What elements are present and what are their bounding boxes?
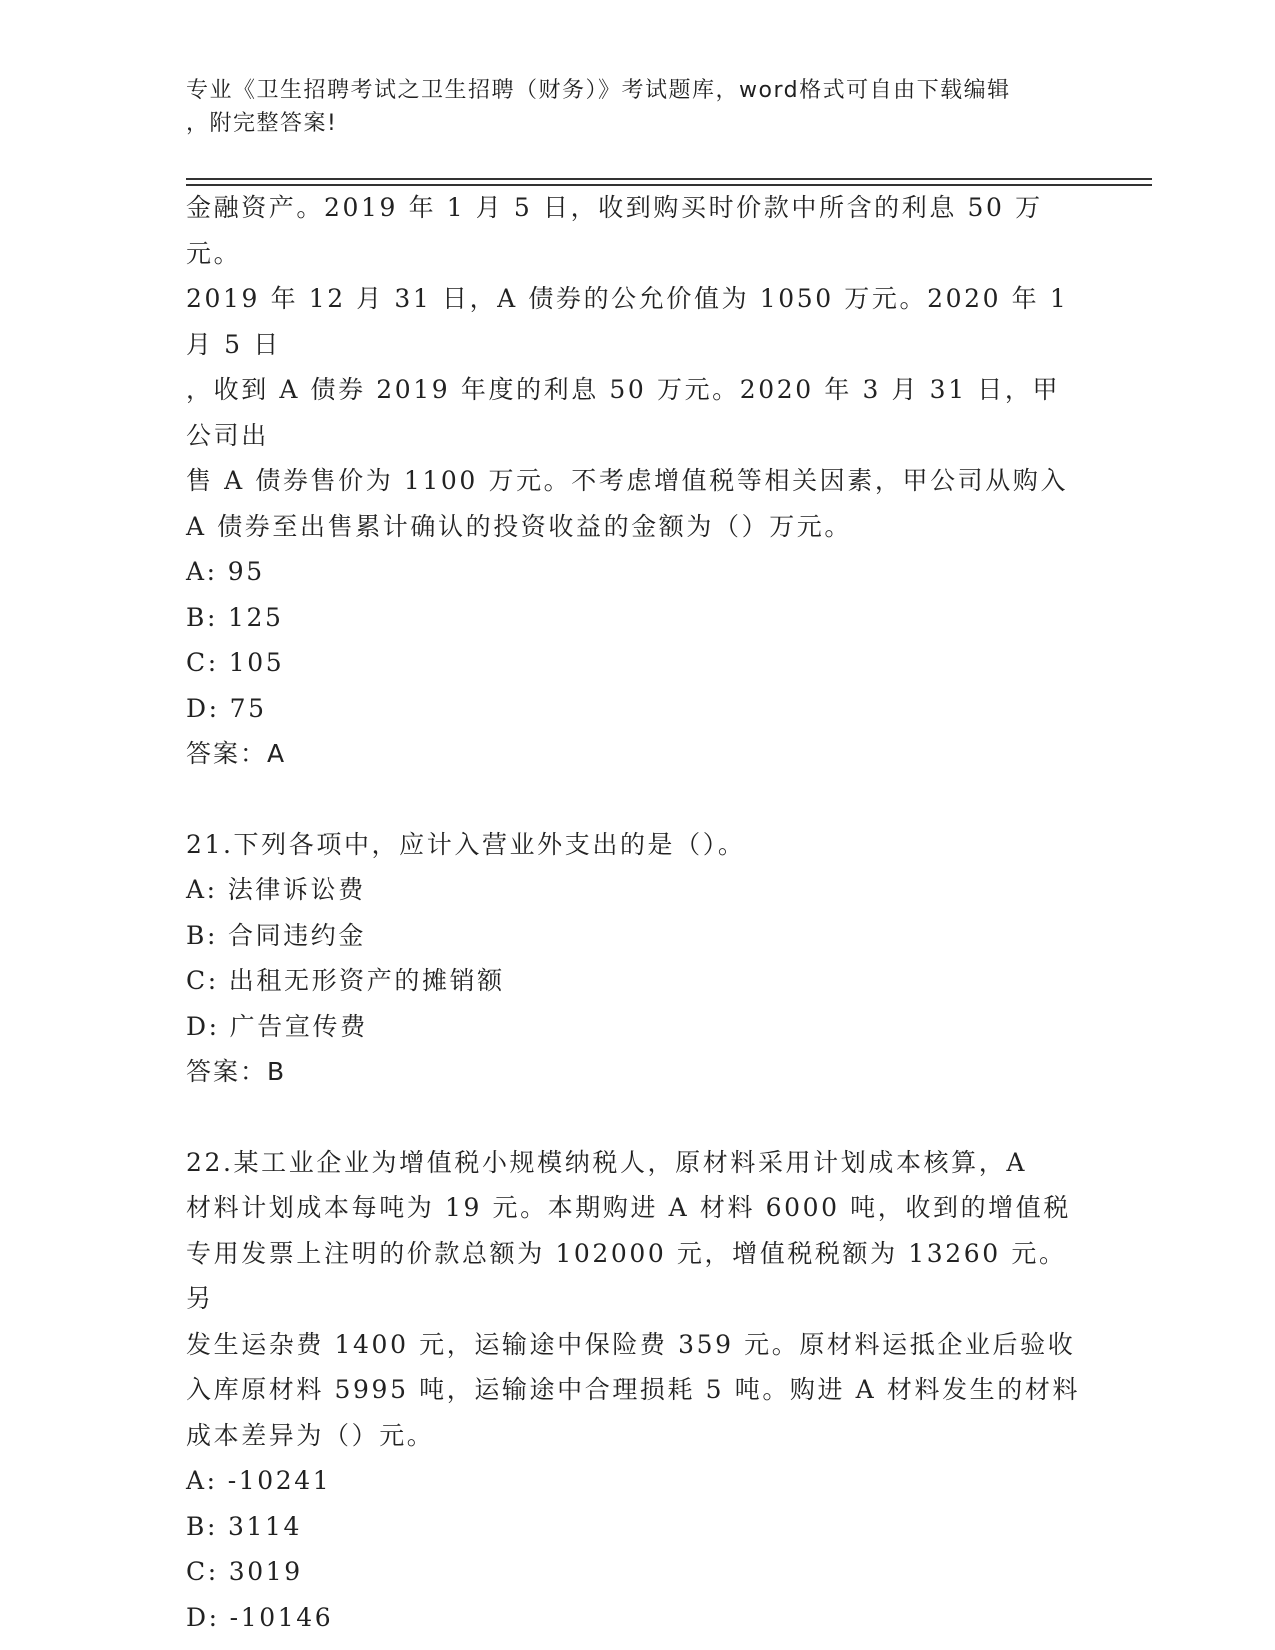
question-20 — [186, 185, 1086, 777]
question-text-line: 材料计划成本每吨为 19 元。本期购进 A 材料 6000 吨，收到的增值税 — [186, 1193, 1071, 1222]
option-text: 广告宣传费 — [229, 1011, 368, 1041]
option-text: 合同违约金 — [228, 920, 367, 950]
question-text-line: A 债券至出售累计确认的投资收益的金额为（）万元。 — [186, 511, 853, 541]
option-text: 75 — [229, 693, 267, 723]
option-b — [186, 913, 1086, 959]
option-d — [186, 1004, 1086, 1050]
question-spacer — [186, 777, 1086, 822]
question-text-line: 金融资产。2019 年 1 月 5 日，收到购买时价款中所含的利息 50 万元。 — [186, 193, 1043, 268]
question-content — [186, 185, 1086, 1640]
option-letter: C: — [186, 966, 219, 995]
option-text: 3019 — [228, 1557, 303, 1586]
header-rule-top — [186, 178, 1152, 180]
question-text-line: 发生运杂费 1400 元，运输途中保险费 359 元。原材料运抵企业后验收 — [186, 1329, 1076, 1359]
option-text: 法律诉讼费 — [227, 875, 366, 904]
option-letter: A: — [186, 557, 218, 586]
question-spacer — [186, 1095, 1086, 1140]
option-c — [186, 1549, 1086, 1595]
question-22 — [186, 1140, 1086, 1641]
question-text-line: 22.某工业企业为增值税小规模纳税人，原材料采用计划成本核算，A — [186, 1147, 1028, 1177]
option-letter: A: — [186, 1466, 218, 1495]
option-text: 95 — [227, 557, 265, 586]
option-a — [186, 549, 1086, 595]
option-text: 出租无形资产的摊销额 — [228, 966, 505, 995]
question-21 — [186, 822, 1086, 1095]
question-text-line: 21.下列各项中，应计入营业外支出的是（）。 — [186, 829, 746, 859]
option-letter: A: — [186, 875, 218, 904]
answer-line: 答案：A — [186, 739, 287, 768]
option-letter: D: — [186, 693, 220, 723]
option-d — [186, 1595, 1086, 1641]
option-b — [186, 595, 1086, 641]
option-text: 3114 — [228, 1511, 303, 1541]
question-text-line: 专用发票上注明的价款总额为 102000 元，增值税税额为 13260 元。另 — [186, 1238, 1067, 1313]
option-a — [186, 1458, 1086, 1504]
option-c — [186, 958, 1086, 1004]
question-text-line: 售 A 债券售价为 1100 万元。不考虑增值税等相关因素，甲公司从购入 — [186, 466, 1069, 495]
option-text: -10146 — [229, 1602, 334, 1632]
question-text-line: 2019 年 12 月 31 日，A 债券的公允价值为 1050 万元。2020 年 1 月 5 日 — [186, 284, 1069, 359]
question-text-line: 入库原材料 5995 吨，运输途中合理损耗 5 吨。购进 A 材料发生的材料 — [186, 1375, 1081, 1404]
header-line-1: 专业《卫生招聘考试之卫生招聘（财务）》考试题库，word格式可自由下载编辑 — [186, 78, 1011, 103]
option-letter: B: — [186, 602, 218, 632]
option-letter: C: — [186, 1557, 219, 1586]
option-letter: B: — [186, 920, 218, 950]
question-text-line: 成本差异为（）元。 — [186, 1420, 435, 1450]
option-letter: D: — [186, 1602, 220, 1632]
option-letter: D: — [186, 1011, 220, 1041]
option-text: 125 — [228, 602, 284, 632]
answer-line: 答案：B — [186, 1057, 287, 1086]
option-c — [186, 640, 1086, 686]
option-d — [186, 686, 1086, 732]
document-header — [186, 74, 1066, 140]
option-a — [186, 867, 1086, 913]
option-letter: B: — [186, 1511, 218, 1541]
option-letter: C: — [186, 648, 219, 677]
option-b — [186, 1504, 1086, 1550]
option-text: -10241 — [227, 1466, 332, 1495]
question-text-line: ，收到 A 债券 2019 年度的利息 50 万元。2020 年 3 月 31 日，甲公司出 — [186, 375, 1061, 450]
option-text: 105 — [228, 648, 285, 677]
header-line-2: ，附完整答案! — [186, 111, 338, 136]
